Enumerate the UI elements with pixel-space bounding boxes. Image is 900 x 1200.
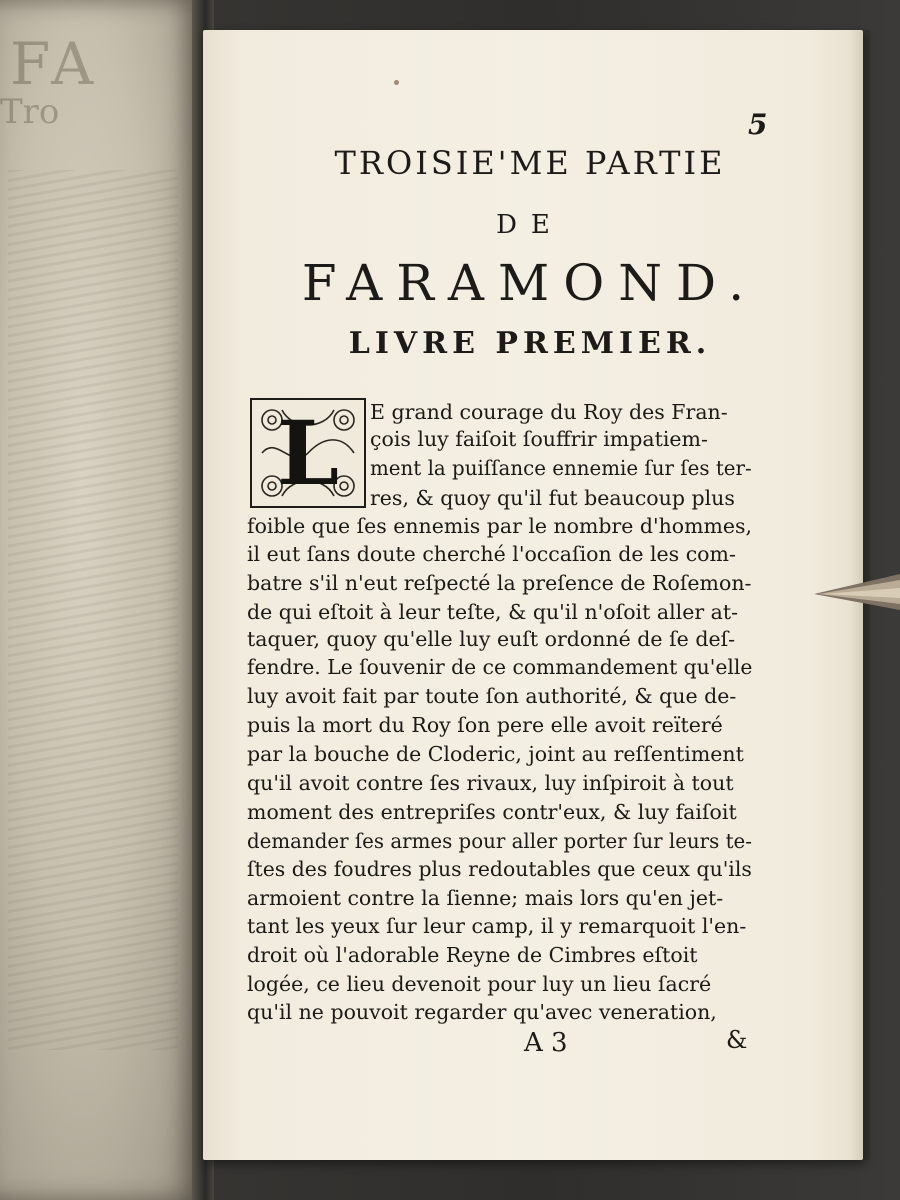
text-line: luy avoit fait par toute ſon authorité, & que de- <box>247 684 737 708</box>
facing-page-bleed-title: FA <box>10 30 100 98</box>
text-line: armoient contre la ſienne; mais lors qu'en jet- <box>247 886 724 910</box>
facing-page <box>0 0 205 1200</box>
ornamental-drop-cap <box>250 398 366 508</box>
text-line: res, & quoy qu'il fut beaucoup plus <box>370 486 735 510</box>
text-line: batre s'il n'eut reſpecté la preſence de Roſemon- <box>247 571 752 595</box>
signature-mark: A 3 <box>524 1028 568 1058</box>
metal-clip-icon <box>812 570 900 614</box>
text-line: il eut ſans doute cherché l'occaſion de les com- <box>247 542 736 566</box>
text-line: E grand courage du Roy des Fran- <box>370 400 728 424</box>
ink-spot <box>394 80 399 85</box>
facing-page-bleed-subtitle: Tro <box>0 92 60 132</box>
heading-part: TROISIE'ME PARTIE <box>334 144 726 182</box>
text-line: qu'il ne pouvoit regarder qu'avec veneration, <box>247 1000 717 1024</box>
text-line: çois luy faiſoit ſouffrir impatiem- <box>370 427 708 451</box>
text-line: moment des entrepriſes contr'eux, & luy faiſoit <box>247 800 737 824</box>
text-line: demander ſes armes pour aller porter ſur leurs te- <box>247 829 752 853</box>
text-line: droit où l'adorable Reyne de Cimbres eſtoit <box>247 943 698 967</box>
heading-de: DE <box>496 210 564 240</box>
frontispiece-engraving <box>8 170 178 1050</box>
text-line: ment la puiſſance ennemie ſur ſes ter- <box>370 456 752 480</box>
text-line: foible que ſes ennemis par le nombre d'hommes, <box>247 514 753 538</box>
drop-cap-letter: L <box>277 401 339 505</box>
page-number: 5 <box>748 108 768 141</box>
text-line: par la bouche de Cloderic, joint au reſſentiment <box>247 742 744 766</box>
heading-livre: LIVRE PREMIER. <box>348 326 712 361</box>
text-line: ſtes des foudres plus redoutables que ceux qu'ils <box>247 857 752 881</box>
heading-faramond: FARAMOND. <box>301 254 759 312</box>
text-line: qu'il avoit contre ſes rivaux, luy inſpiroit à tout <box>247 771 734 795</box>
text-line: fendre. Le ſouvenir de ce commandement qu'elle <box>247 655 753 679</box>
text-line: de qui eſtoit à leur teſte, & qu'il n'oſoit aller at- <box>247 600 739 624</box>
catchword: & <box>726 1026 748 1054</box>
text-line: tant les yeux ſur leur camp, il y remarquoit l'en- <box>247 914 747 938</box>
text-line: puis la mort du Roy ſon pere elle avoit reïteré <box>247 713 723 737</box>
text-line: logée, ce lieu devenoit pour luy un lieu ſacré <box>247 972 712 996</box>
text-line: taquer, quoy qu'elle luy euſt ordonné de ſe deſ- <box>247 627 736 651</box>
